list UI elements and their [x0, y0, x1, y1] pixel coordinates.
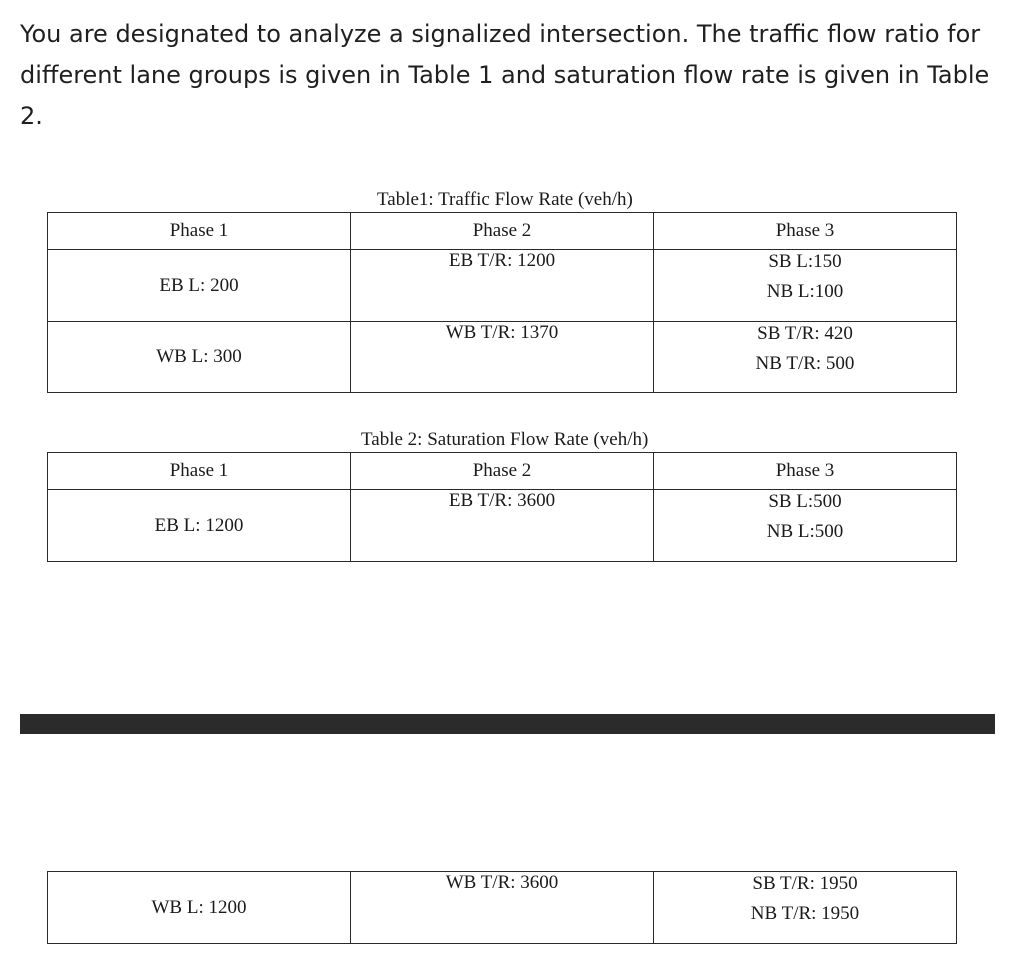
phase3-line: SB T/R: 1950: [752, 873, 858, 894]
phase3-line: SB L:500: [768, 491, 842, 512]
phase3-line: SB L:150: [768, 251, 842, 272]
table-row: [48, 872, 957, 944]
table2: [47, 452, 957, 562]
table-row: [48, 250, 957, 322]
redaction-bar: [20, 714, 995, 734]
header-phase-3: Phase 3: [654, 213, 957, 250]
table2-caption: Table 2: Saturation Flow Rate (veh/h): [361, 429, 649, 450]
table2-continued: [47, 871, 957, 944]
table-header-row: [48, 213, 957, 250]
phase1-cell: WB L: 300: [48, 322, 351, 393]
header-phase-2: Phase 2: [351, 453, 654, 490]
phase1-cell: WB L: 1200: [48, 872, 351, 944]
table-row: [48, 490, 957, 562]
phase3-cell: [654, 322, 957, 393]
header-phase-1: Phase 1: [48, 213, 351, 250]
phase1-cell: EB L: 1200: [48, 490, 351, 562]
phase3-line: NB T/R: 500: [755, 353, 855, 374]
phase3-line: NB L:500: [766, 521, 844, 542]
table-row: [48, 322, 957, 393]
phase2-cell: EB T/R: 3600: [351, 490, 654, 562]
header-phase-1: Phase 1: [48, 453, 351, 490]
phase3-cell: [654, 490, 957, 562]
table1-caption: Table1: Traffic Flow Rate (veh/h): [377, 189, 633, 210]
phase3-line: SB T/R: 420: [757, 323, 853, 344]
table-header-row: [48, 453, 957, 490]
phase2-cell: WB T/R: 3600: [351, 872, 654, 944]
phase3-cell: [654, 250, 957, 322]
question-text: You are designated to analyze a signalized intersection. The traffic flow ratio for different lane groups is given in Table 1 and saturation flow rate is given in Table 2.: [20, 20, 990, 130]
table1: [47, 212, 957, 393]
phase3-cell: [654, 872, 957, 944]
phase1-cell: EB L: 200: [48, 250, 351, 322]
phase3-line: NB L:100: [766, 281, 844, 302]
phase2-cell: EB T/R: 1200: [351, 250, 654, 322]
phase2-cell: WB T/R: 1370: [351, 322, 654, 393]
header-phase-2: Phase 2: [351, 213, 654, 250]
header-phase-3: Phase 3: [654, 453, 957, 490]
phase3-line: NB T/R: 1950: [750, 903, 860, 924]
